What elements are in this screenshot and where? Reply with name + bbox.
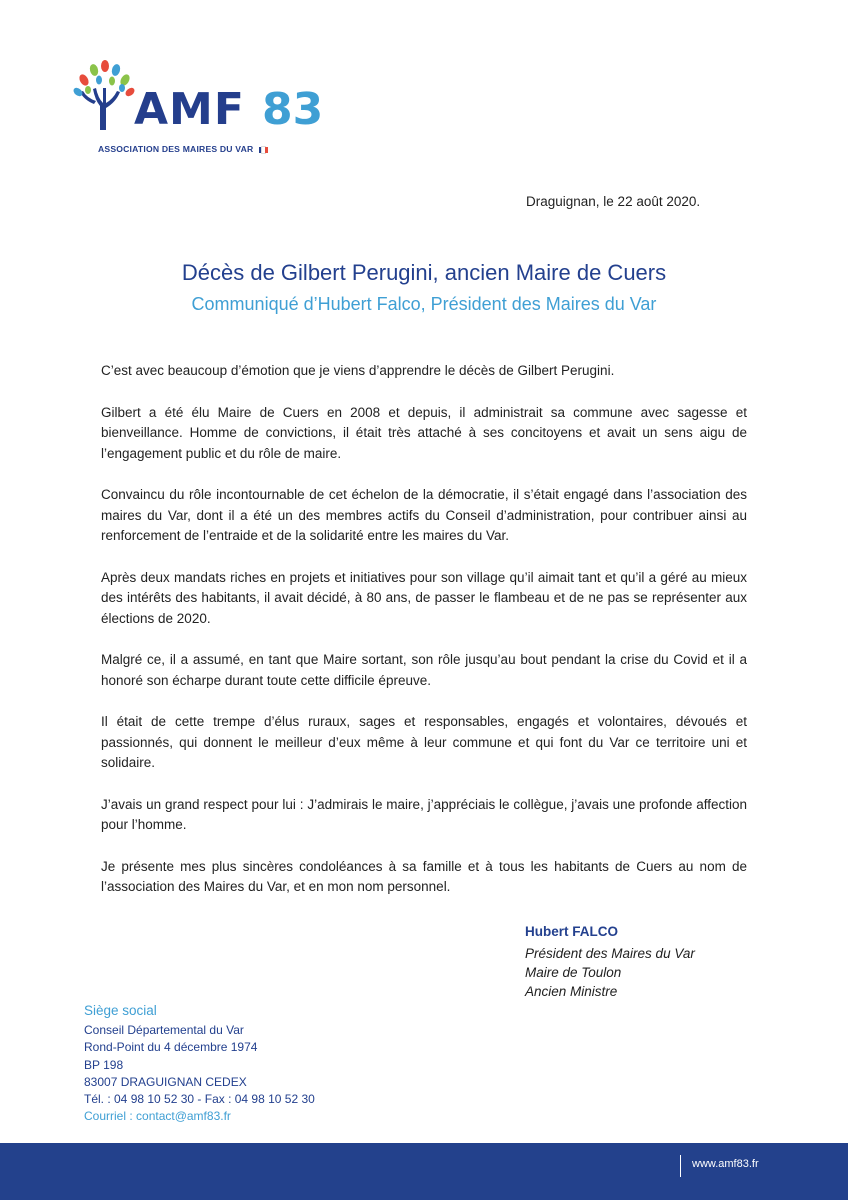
place-and-date: Draguignan, le 22 août 2020. (526, 194, 701, 209)
signature-block (525, 922, 695, 1001)
head-office-address (84, 1002, 315, 1125)
website-link[interactable]: www.amf83.fr (692, 1158, 759, 1170)
address-line: BP 198 (84, 1057, 124, 1072)
paragraph: Je présente mes plus sincères condoléances à sa famille et à tous les habitants de Cuers au nom de l’association des Maires du Var, et en mon nom personnel. (101, 858, 747, 894)
paragraph: Il était de cette trempe d’élus ruraux, sages et responsables, engagés et volontaires, dévoués et passionnés, qui donnent le meilleur d’eux même à leur commune et qui font du Var ce territoire uni et solidaire. (101, 714, 747, 770)
page-title: Décès de Gilbert Perugini, ancien Maire de Cuers (181, 260, 667, 285)
footer-bar (0, 1143, 848, 1200)
logo-wordmark: AMF (134, 84, 245, 135)
address-line: 83007 DRAGUIGNAN CEDEX (84, 1074, 247, 1089)
email-line: Courriel : contact@amf83.fr (84, 1109, 231, 1124)
signatory-role: Président des Maires du Var (525, 946, 695, 961)
french-flag-icon (259, 145, 268, 155)
letter-body (101, 361, 747, 919)
signatory-role: Maire de Toulon (525, 965, 622, 980)
paragraph: Après deux mandats riches en projets et initiatives pour son village qu’il aimait tant et qu’il a géré au mieux des intérêts des habitants, il avait décidé, à 80 ans, de passer le flambeau et de ne pas se représenter aux élections de 2020. (101, 569, 747, 626)
logo-subtitle (98, 144, 268, 155)
page-subtitle: Communiqué d’Hubert Falco, Président des Maires du Var (191, 294, 657, 314)
address-line: Conseil Départemental du Var (84, 1023, 244, 1038)
address-line: Rond-Point du 4 décembre 1974 (84, 1040, 258, 1055)
tree-hand-logo-icon (72, 58, 138, 130)
head-office-title: Siège social (84, 1003, 157, 1018)
paragraph: Gilbert a été élu Maire de Cuers en 2008 et depuis, il administrait sa commune avec sagesse et bienveillance. Homme de convictions, il était très attaché à ses concitoyens et avait un sens aigu de l’engagement public et du rôle de maire. (101, 404, 747, 461)
paragraph: J’avais un grand respect pour lui : J’admirais le maire, j’appréciais le collègue, j’avais une profonde affection pour l’homme. (101, 796, 747, 832)
amf83-logo (72, 58, 362, 158)
logo-subtitle-text: ASSOCIATION DES MAIRES DU VAR (98, 144, 254, 154)
footer-divider (680, 1155, 681, 1177)
phone-fax-line: Tél. : 04 98 10 52 30 - Fax : 04 98 10 52 30 (84, 1092, 315, 1107)
signatory-role: Ancien Ministre (525, 984, 618, 999)
paragraph: C’est avec beaucoup d’émotion que je viens d’apprendre le décès de Gilbert Perugini. (101, 363, 615, 378)
logo-number: 83 (262, 84, 324, 135)
signatory-name: Hubert FALCO (525, 924, 618, 939)
paragraph: Malgré ce, il a assumé, en tant que Maire sortant, son rôle jusqu’au bout pendant la crise du Covid et il a honoré son écharpe durant toute cette difficile épreuve. (101, 652, 747, 688)
paragraph: Convaincu du rôle incontournable de cet échelon de la démocratie, il s’était engagé dans l’association des maires du Var, dont il a été un des membres actifs du Conseil d’administration, pour contribuer ainsi au renforcement de l’entraide et de la solidarité entre les maires du Var. (101, 487, 747, 543)
